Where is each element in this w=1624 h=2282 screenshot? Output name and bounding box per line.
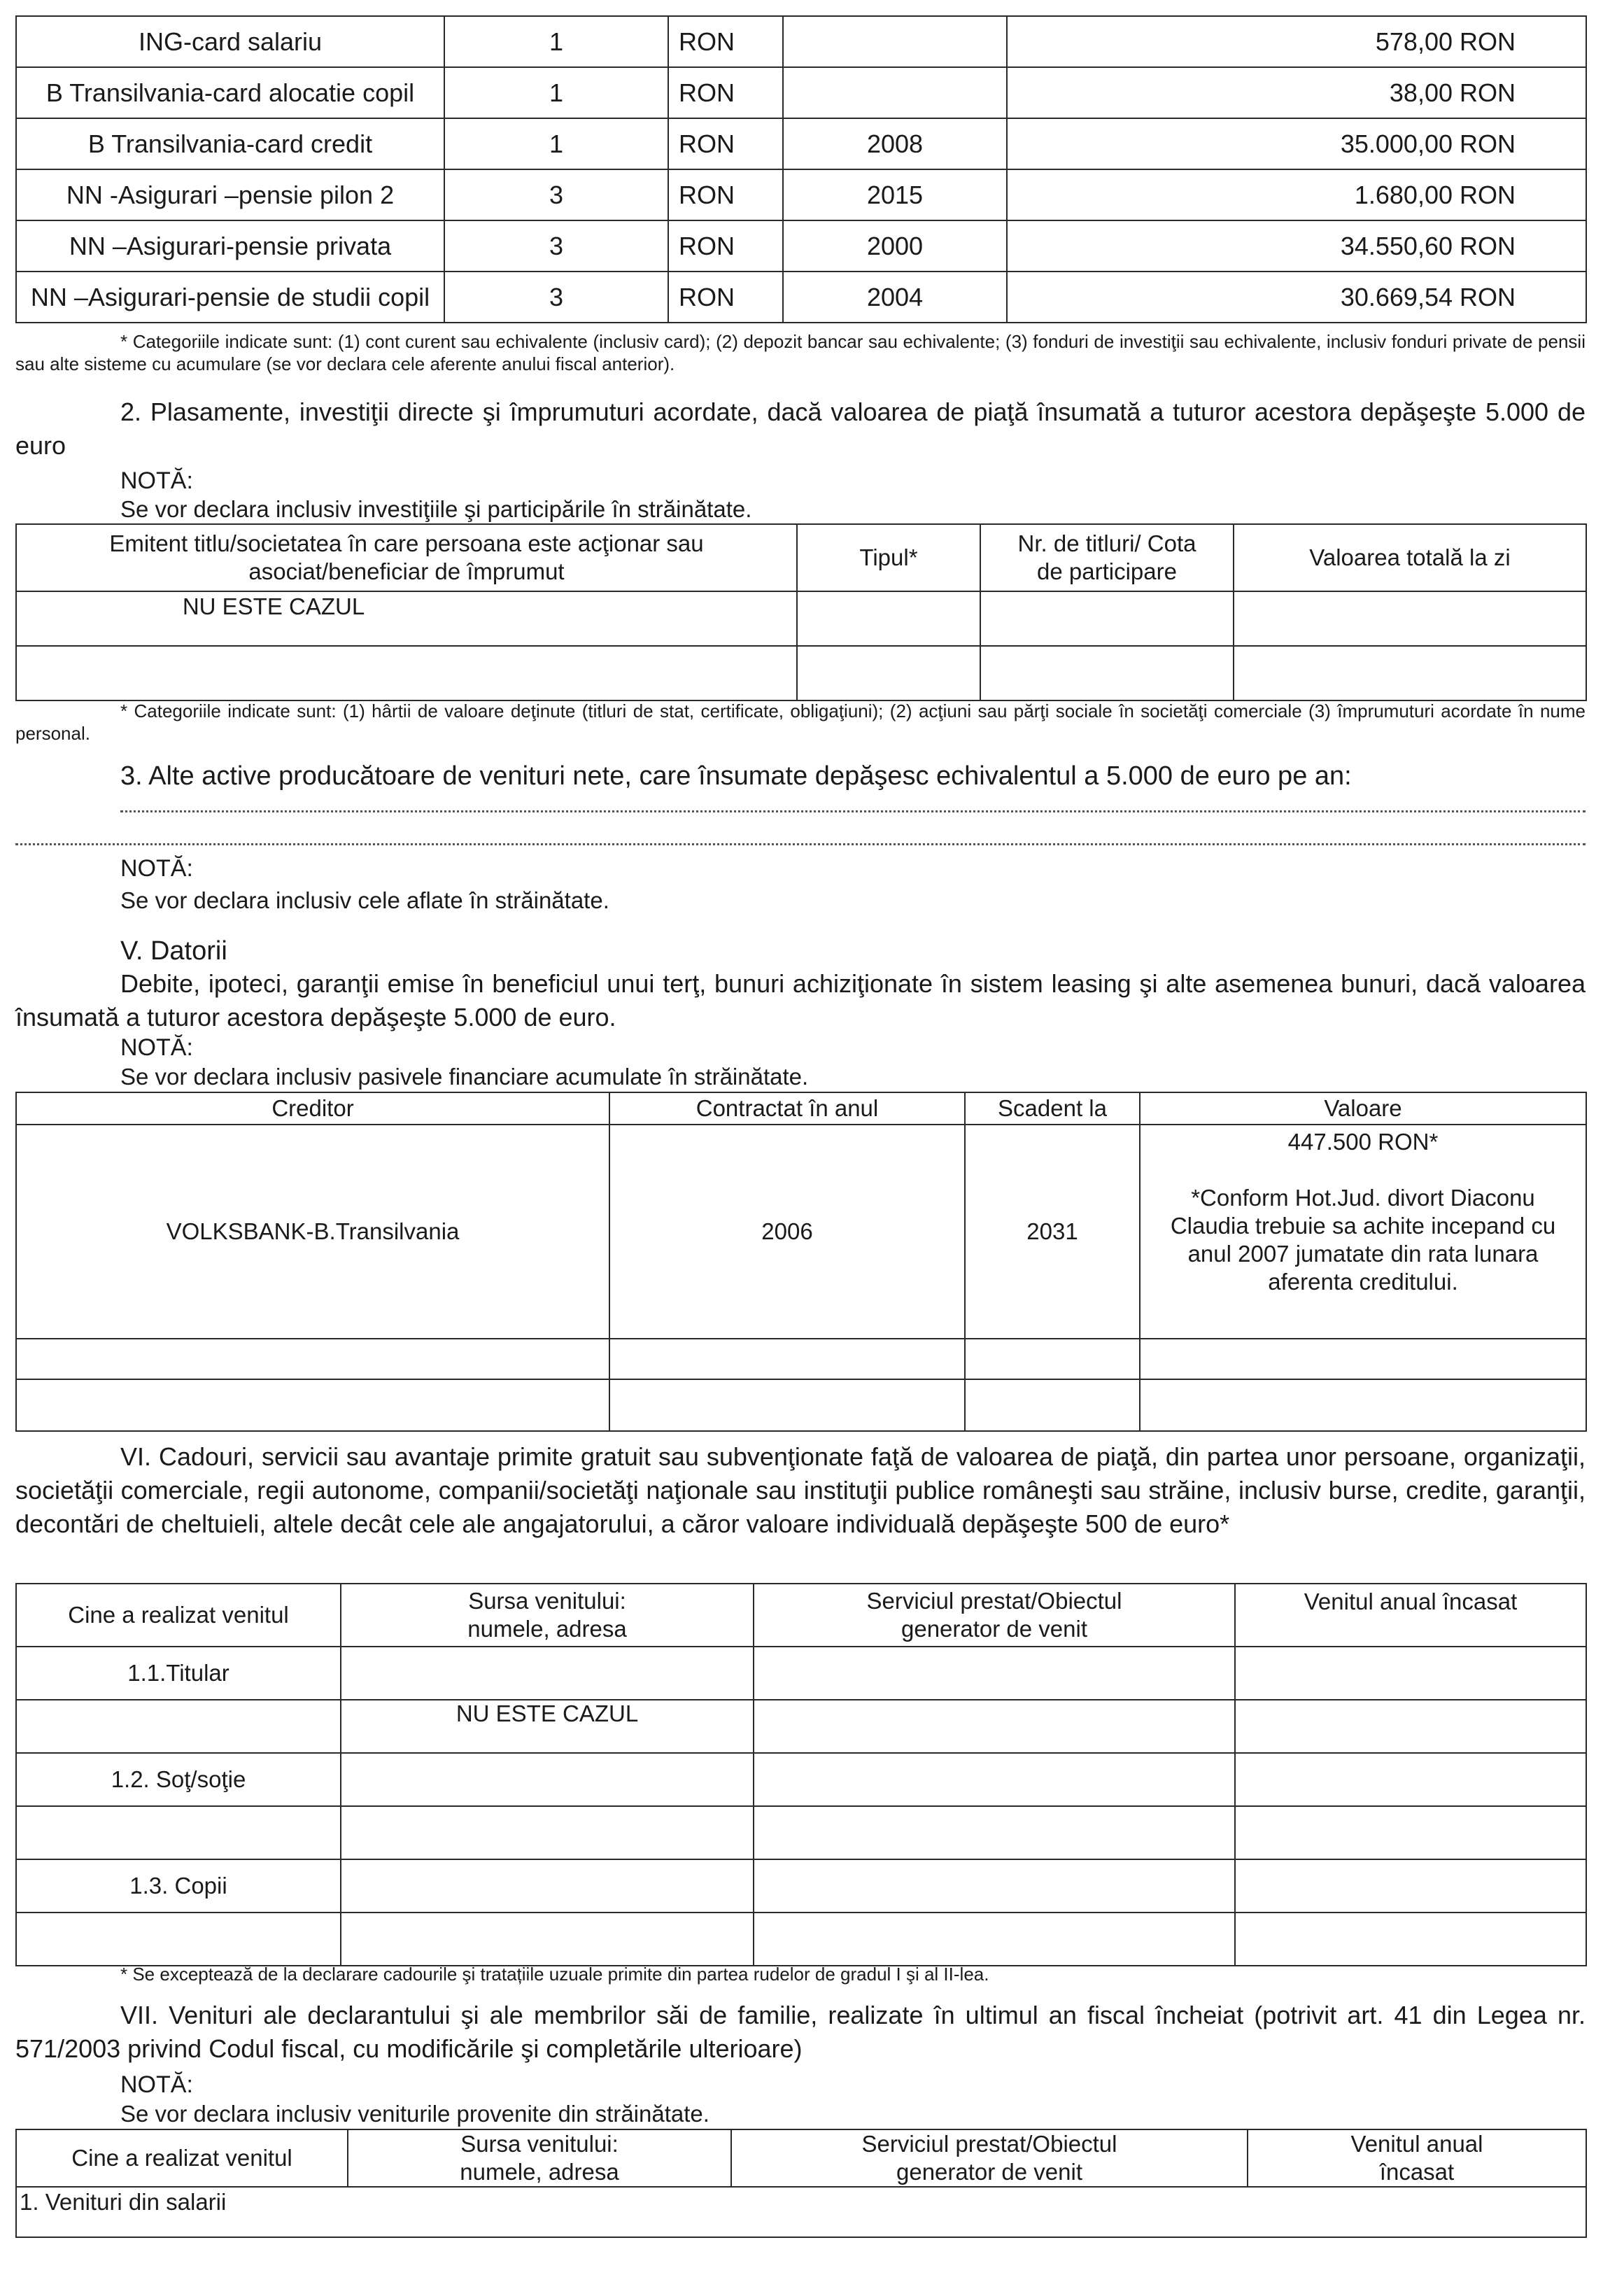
currency-cell: RON xyxy=(668,169,783,220)
shares-cell xyxy=(980,591,1234,646)
year-cell: 2008 xyxy=(783,118,1007,169)
income-table xyxy=(15,2129,1587,2238)
due-year-cell: 2031 xyxy=(965,1125,1140,1339)
other-assets-nota-text: Se vor declara inclusiv cele aflate în străinătate. xyxy=(120,887,609,913)
issuer-cell: NU ESTE CAZUL xyxy=(16,591,797,646)
other-assets-heading: 3. Alte active producătoare de venituri nete, care însumate depăşesc echivalentul a 5.000 de euro pe an: xyxy=(120,761,1352,791)
column-header: Tipul* xyxy=(797,524,980,591)
debt-value-cell xyxy=(1140,1125,1586,1339)
table-header-row xyxy=(16,524,1586,591)
column-header: Nr. de titluri/ Cota de participare xyxy=(980,524,1234,591)
other-assets-nota-label: NOTĂ: xyxy=(120,855,193,882)
table-row xyxy=(16,169,1586,220)
institution-cell: NN –Asigurari-pensie de studii copil xyxy=(16,272,444,323)
table-header-row xyxy=(16,1092,1586,1125)
debt-note: *Conform Hot.Jud. divort Diaconu Claudia trebuie sa achite incepand cu anul 2007 jumatate din rata lunara aferenta creditului. xyxy=(1170,1185,1556,1295)
table-row xyxy=(16,2187,1586,2237)
column-header: Creditor xyxy=(16,1092,609,1125)
debts-heading: V. Datorii xyxy=(120,936,227,966)
column-header: Valoarea totală la zi xyxy=(1234,524,1586,591)
currency-cell: RON xyxy=(668,67,783,118)
table-row xyxy=(16,67,1586,118)
investments-heading: 2. Plasamente, investiţii directe şi împrumuturi acordate, dacă valoarea de piaţă însumată a tuturor acestora depăşeşte 5.000 de euro xyxy=(15,397,1586,460)
table-row: 1.3. Copii xyxy=(16,1859,1586,1913)
year-cell: 2015 xyxy=(783,169,1007,220)
column-header: Scadent la xyxy=(965,1092,1140,1125)
table-row: 1.1.Titular xyxy=(16,1647,1586,1700)
column-header: Venitul anual încasat xyxy=(1248,2129,1586,2187)
debts-nota-label: NOTĂ: xyxy=(120,1034,193,1061)
category-cell: 1 xyxy=(444,67,668,118)
column-header: Sursa venitului: numele, adresa xyxy=(341,1584,754,1647)
table-row xyxy=(16,272,1586,323)
currency-cell: RON xyxy=(668,220,783,272)
column-header: Cine a realizat venitul xyxy=(16,2129,348,2187)
year-cell xyxy=(783,16,1007,67)
creditor-cell: VOLKSBANK-B.Transilvania xyxy=(16,1125,609,1339)
table-row xyxy=(16,1379,1586,1431)
investments-footnote: * Categoriile indicate sunt: (1) hârtii de valoare deţinute (titluri de stat, certificate, obligaţiuni); (2) acţiuni sau părţi sociale în societăţi comerciale (3) împrumuturi acordate în nume personal. xyxy=(15,700,1586,744)
issuer-cell xyxy=(16,646,797,700)
category-cell: 3 xyxy=(444,169,668,220)
income-nota-label: NOTĂ: xyxy=(120,2071,193,2098)
year-cell: 2000 xyxy=(783,220,1007,272)
table-header-row xyxy=(16,1584,1586,1647)
institution-cell: NN -Asigurari –pensie pilon 2 xyxy=(16,169,444,220)
column-header: Serviciul prestat/Obiectul generator de venit xyxy=(731,2129,1248,2187)
value-cell: 34.550,60 RON xyxy=(1007,220,1586,272)
total-value-cell xyxy=(1234,591,1586,646)
column-header: Emitent titlu/societatea în care persoana este acţionar sau asociat/beneficiar de împrumut xyxy=(16,524,797,591)
year-cell xyxy=(783,67,1007,118)
contract-year-cell: 2006 xyxy=(609,1125,965,1339)
category-cell: 1 xyxy=(444,118,668,169)
value-cell: 1.680,00 RON xyxy=(1007,169,1586,220)
currency-cell: RON xyxy=(668,272,783,323)
table-row xyxy=(16,1125,1586,1339)
type-cell xyxy=(797,591,980,646)
income-nota-text: Se vor declara inclusiv veniturile provenite din străinătate. xyxy=(120,2101,709,2127)
table-row xyxy=(16,591,1586,646)
value-cell: 30.669,54 RON xyxy=(1007,272,1586,323)
gifts-table xyxy=(15,1583,1587,1966)
table-row xyxy=(16,1339,1586,1379)
salary-income-row: 1. Venituri din salarii xyxy=(16,2187,1586,2237)
type-cell xyxy=(797,646,980,700)
gifts-heading: VI. Cadouri, servicii sau avantaje primite gratuit sau subvenţionate faţă de valoarea de piaţă, din partea unor persoane, organizaţii, societăţii comerciale, regii autonome, companii/societăţi naţionale sau instituţii publice româneşti sau străine, inclusiv burse, credite, garanţii, decontări de cheltuieli, altele decât cele ale angajatorului, a căror valoare individuală depăşeşte 500 de euro* xyxy=(15,1442,1586,1538)
column-header: Cine a realizat venitul xyxy=(16,1584,341,1647)
institution-cell: B Transilvania-card credit xyxy=(16,118,444,169)
debt-amount: 447.500 RON* xyxy=(1287,1129,1439,1155)
currency-cell: RON xyxy=(668,16,783,67)
investments-nota-text: Se vor declara inclusiv investiţiile şi participările în străinătate. xyxy=(120,496,752,522)
category-cell: 3 xyxy=(444,272,668,323)
column-header: Serviciul prestat/Obiectul generator de venit xyxy=(754,1584,1235,1647)
table-row xyxy=(16,1806,1586,1859)
gifts-footnote: * Se exceptează de la declarare cadourile şi tratațiile uzuale primite din partea rudelor de gradul I şi al II-lea. xyxy=(120,1964,989,1985)
currency-cell: RON xyxy=(668,118,783,169)
assets-table xyxy=(15,15,1587,323)
year-cell: 2004 xyxy=(783,272,1007,323)
dotted-line xyxy=(15,843,1586,845)
table-header-row xyxy=(16,2129,1586,2187)
column-header: Valoare xyxy=(1140,1092,1586,1125)
investments-table xyxy=(15,523,1587,701)
institution-cell: ING-card salariu xyxy=(16,16,444,67)
debts-table xyxy=(15,1092,1587,1432)
table-row xyxy=(16,1913,1586,1966)
column-header: Sursa venitului: numele, adresa xyxy=(348,2129,731,2187)
column-header: Venitul anual încasat xyxy=(1235,1584,1586,1647)
table-row xyxy=(16,118,1586,169)
institution-cell: NN –Asigurari-pensie privata xyxy=(16,220,444,272)
debts-text: Debite, ipoteci, garanţii emise în beneficiul unui terţ, bunuri achiziţionate în sistem leasing şi alte asemenea bunuri, dacă valoarea însumată a tuturor acestora depăşeşte 5.000 de euro. xyxy=(15,969,1586,1031)
table-row xyxy=(16,16,1586,67)
total-value-cell xyxy=(1234,646,1586,700)
institution-cell: B Transilvania-card alocatie copil xyxy=(16,67,444,118)
dotted-line xyxy=(120,810,1586,812)
table-row: 1.2. Soţ/soţie xyxy=(16,1753,1586,1806)
table-row xyxy=(16,646,1586,700)
income-heading: VII. Venituri ale declarantului şi ale membrilor săi de familie, realizate în ultimul an fiscal încheiat (potrivit art. 41 din Legea nr. 571/2003 privind Codul fiscal, cu modificările şi completările ulterioare) xyxy=(15,2001,1586,2063)
category-cell: 1 xyxy=(444,16,668,67)
assets-footnote: * Categoriile indicate sunt: (1) cont curent sau echivalente (inclusiv card); (2) depozit bancar sau echivalente; (3) fonduri de investiţii sau echivalente, inclusiv fonduri private de pensii sau alte sisteme cu acumulare (se vor declara cele aferente anului fiscal anterior). xyxy=(15,331,1586,374)
table-row xyxy=(16,220,1586,272)
column-header: Contractat în anul xyxy=(609,1092,965,1125)
category-cell: 3 xyxy=(444,220,668,272)
table-row: NU ESTE CAZUL xyxy=(16,1700,1586,1753)
value-cell: 35.000,00 RON xyxy=(1007,118,1586,169)
value-cell: 38,00 RON xyxy=(1007,67,1586,118)
value-cell: 578,00 RON xyxy=(1007,16,1586,67)
shares-cell xyxy=(980,646,1234,700)
debts-nota-text: Se vor declara inclusiv pasivele financiare acumulate în străinătate. xyxy=(120,1064,809,1090)
investments-nota-label: NOTĂ: xyxy=(120,467,193,494)
